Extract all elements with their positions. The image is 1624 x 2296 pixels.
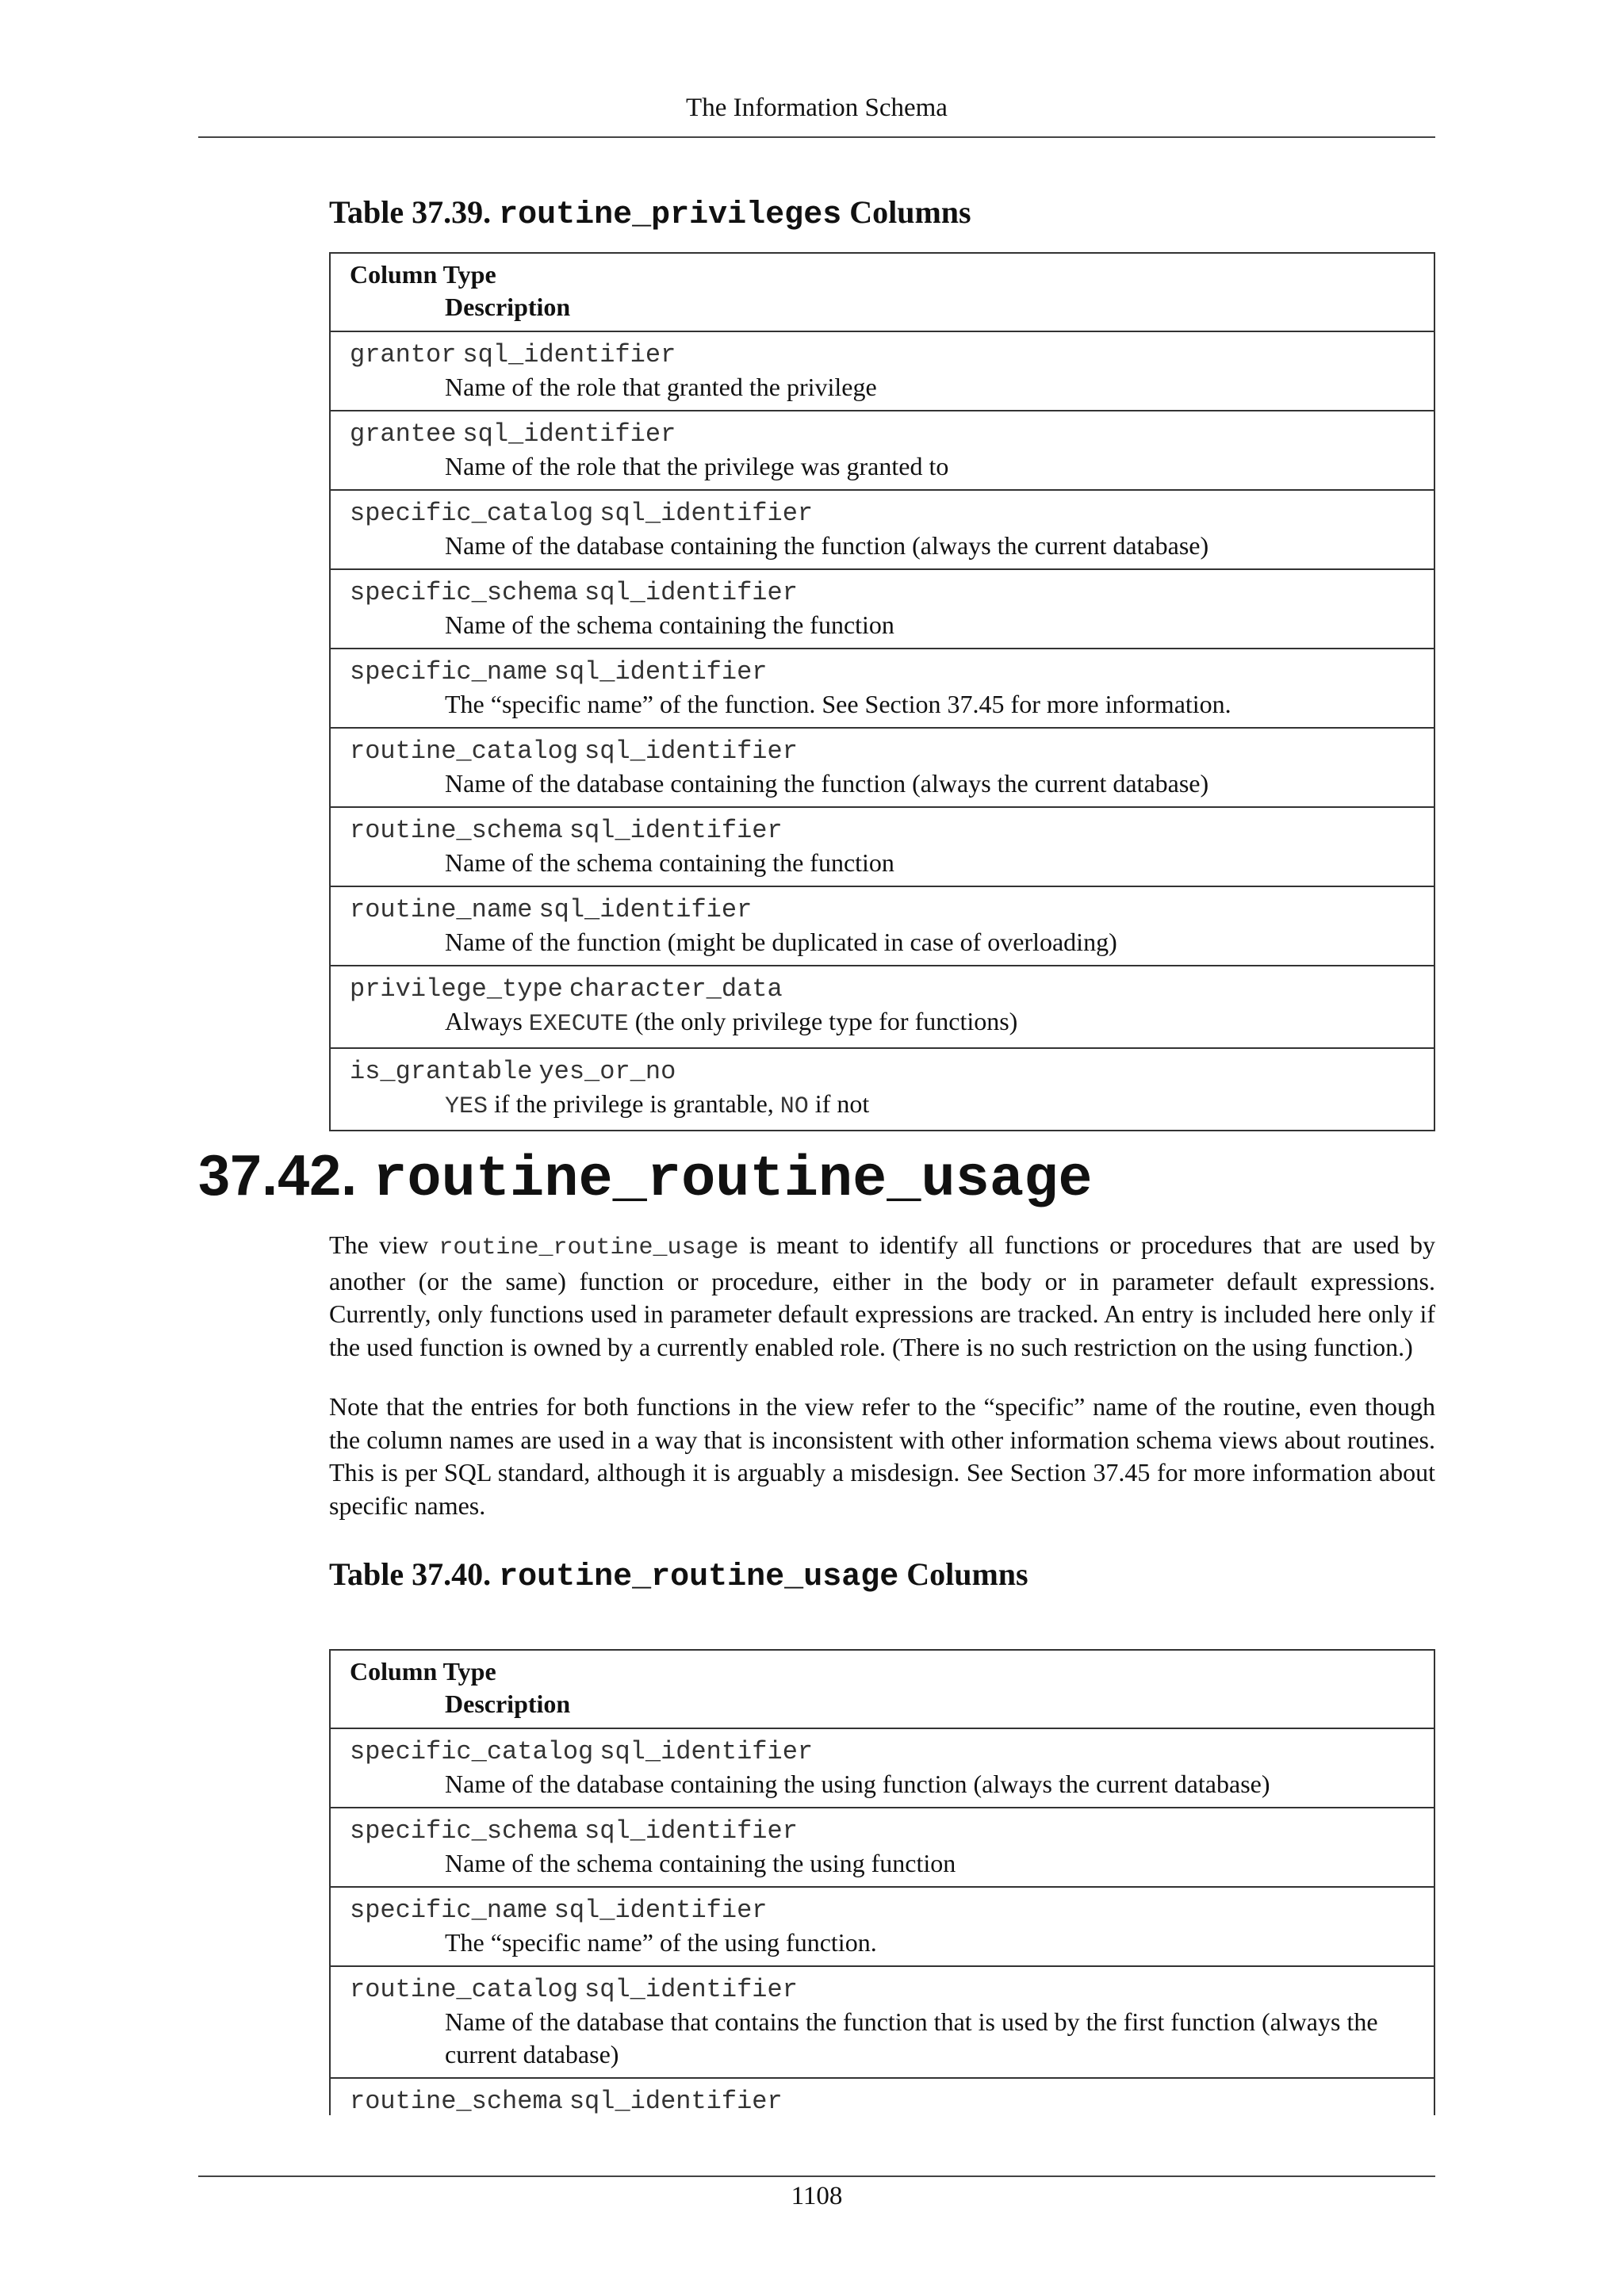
description-text: (the only privilege type for functions): [628, 1007, 1018, 1035]
header-description: Description: [445, 293, 571, 321]
column-name: specific_catalog: [350, 1737, 594, 1766]
description-code: YES: [445, 1093, 488, 1120]
table-37-39-block: [329, 190, 1435, 1131]
column-type: character_data: [569, 974, 783, 1004]
description-text: if not: [808, 1089, 870, 1118]
table-row: [330, 1728, 1434, 1808]
table-row: [330, 728, 1434, 807]
table-row: [330, 1966, 1434, 2078]
column-name: grantor: [350, 340, 457, 369]
table-row: [330, 411, 1434, 490]
column-name: is_grantable: [350, 1057, 533, 1086]
column-type: sql_identifier: [553, 657, 768, 687]
column-name: routine_schema: [350, 2087, 563, 2115]
table-header-row: [330, 1650, 1434, 1728]
columns-table: [329, 252, 1435, 1131]
column-name: grantee: [350, 419, 457, 449]
column-type: sql_identifier: [553, 1896, 768, 1925]
column-type: sql_identifier: [569, 816, 783, 845]
column-name: specific_schema: [350, 1816, 579, 1846]
column-type: yes_or_no: [538, 1057, 676, 1086]
paragraph: Note that the entries for both functions in the view refer to the “specific” name of the routine, even though the column names are used in a way that is inconsistent with other information schema views about routines. This is per SQL standard, although it is arguably a misdesign. See Section 37.45 for more information about specific names.: [329, 1392, 1435, 1520]
header-description: Description: [445, 1689, 571, 1718]
table-header-row: [330, 253, 1434, 331]
column-description: Name of the role that granted the privilege: [445, 373, 877, 401]
column-description: Name of the database containing the function (always the current database): [445, 769, 1209, 798]
column-description: Name of the database containing the function (always the current database): [445, 531, 1209, 560]
column-name: routine_catalog: [350, 737, 579, 766]
caption-prefix: Table 37.40.: [329, 1556, 492, 1592]
page-number: 1108: [791, 2182, 843, 2210]
column-type: sql_identifier: [584, 737, 798, 766]
column-type: sql_identifier: [462, 340, 676, 369]
inline-code: routine_routine_usage: [439, 1234, 739, 1261]
table-row: [330, 1808, 1434, 1887]
column-type: sql_identifier: [599, 499, 814, 528]
column-type: sql_identifier: [584, 1975, 798, 2004]
column-type: sql_identifier: [599, 1737, 814, 1766]
section-number: 37.42.: [198, 1144, 358, 1207]
table-row: [330, 331, 1434, 411]
section-body: [329, 1229, 1435, 1600]
section-code: routine_routine_usage: [373, 1147, 1093, 1212]
header-column-type: Column Type: [350, 1657, 496, 1686]
table-row: [330, 649, 1434, 728]
column-type: sql_identifier: [584, 578, 798, 607]
table-37-40-block: [329, 1649, 1435, 2115]
column-description: Name of the schema containing the using function: [445, 1849, 956, 1877]
table-caption: [329, 190, 1435, 238]
column-name: specific_catalog: [350, 499, 594, 528]
table-row: [330, 490, 1434, 569]
column-type: sql_identifier: [538, 895, 753, 924]
table-caption: [329, 1552, 1435, 1600]
column-description: Name of the schema containing the function: [445, 610, 894, 639]
running-header: The Information Schema: [686, 94, 948, 122]
column-type: sql_identifier: [584, 1816, 798, 1846]
caption-prefix: Table 37.39.: [329, 194, 492, 230]
column-description: Name of the database containing the using function (always the current database): [445, 1770, 1270, 1798]
column-description: [350, 1005, 1415, 1041]
table-row: [330, 807, 1434, 886]
description-text: if the privilege is grantable,: [488, 1089, 780, 1118]
caption-code: routine_privileges: [499, 197, 842, 233]
column-type: sql_identifier: [569, 2087, 783, 2115]
column-name: specific_schema: [350, 578, 579, 607]
column-description: Name of the function (might be duplicated in case of overloading): [445, 928, 1117, 956]
description-text: Always: [445, 1007, 529, 1035]
column-description: Name of the schema containing the function: [445, 848, 894, 877]
columns-table: [329, 1649, 1435, 2115]
table-row: [330, 2078, 1434, 2115]
description-code: NO: [779, 1093, 809, 1120]
column-description: [350, 1088, 1415, 1123]
paragraph-text: is meant to identify all functions or procedures that are used by another (or the same) function or procedure, either in the body or in parameter default expressions. Currently, only functions used in parameter default expressions are tracked. An entry is included here only if the used function is owned by a currently enabled role. (There is no such restriction on the using function.): [329, 1230, 1436, 1361]
table-row: [330, 966, 1434, 1048]
header-rule: [198, 136, 1435, 138]
table-row: [330, 1048, 1434, 1131]
section-title: [198, 1140, 1093, 1215]
column-name: routine_catalog: [350, 1975, 579, 2004]
column-name: privilege_type: [350, 974, 563, 1004]
column-name: routine_schema: [350, 816, 563, 845]
column-description: The “specific name” of the function. See Section 37.45 for more information.: [445, 690, 1231, 718]
column-type: sql_identifier: [462, 419, 676, 449]
table-row: [330, 1887, 1434, 1966]
caption-suffix: Columns: [906, 1556, 1028, 1592]
column-name: specific_name: [350, 657, 548, 687]
paragraph-text: The view: [329, 1230, 439, 1259]
header-column-type: Column Type: [350, 260, 496, 289]
paragraph: [329, 1229, 1435, 1364]
footer-rule: [198, 2175, 1435, 2177]
table-row: [330, 886, 1434, 966]
column-name: routine_name: [350, 895, 533, 924]
column-description: Name of the database that contains the function that is used by the first function (always the current database): [445, 2007, 1378, 2068]
table-row: [330, 569, 1434, 649]
column-description: Name of the role that the privilege was granted to: [445, 452, 949, 480]
column-name: specific_name: [350, 1896, 548, 1925]
description-code: EXECUTE: [528, 1011, 629, 1038]
column-description: The “specific name” of the using function.: [445, 1928, 877, 1957]
caption-suffix: Columns: [849, 194, 971, 230]
caption-code: routine_routine_usage: [499, 1559, 899, 1595]
